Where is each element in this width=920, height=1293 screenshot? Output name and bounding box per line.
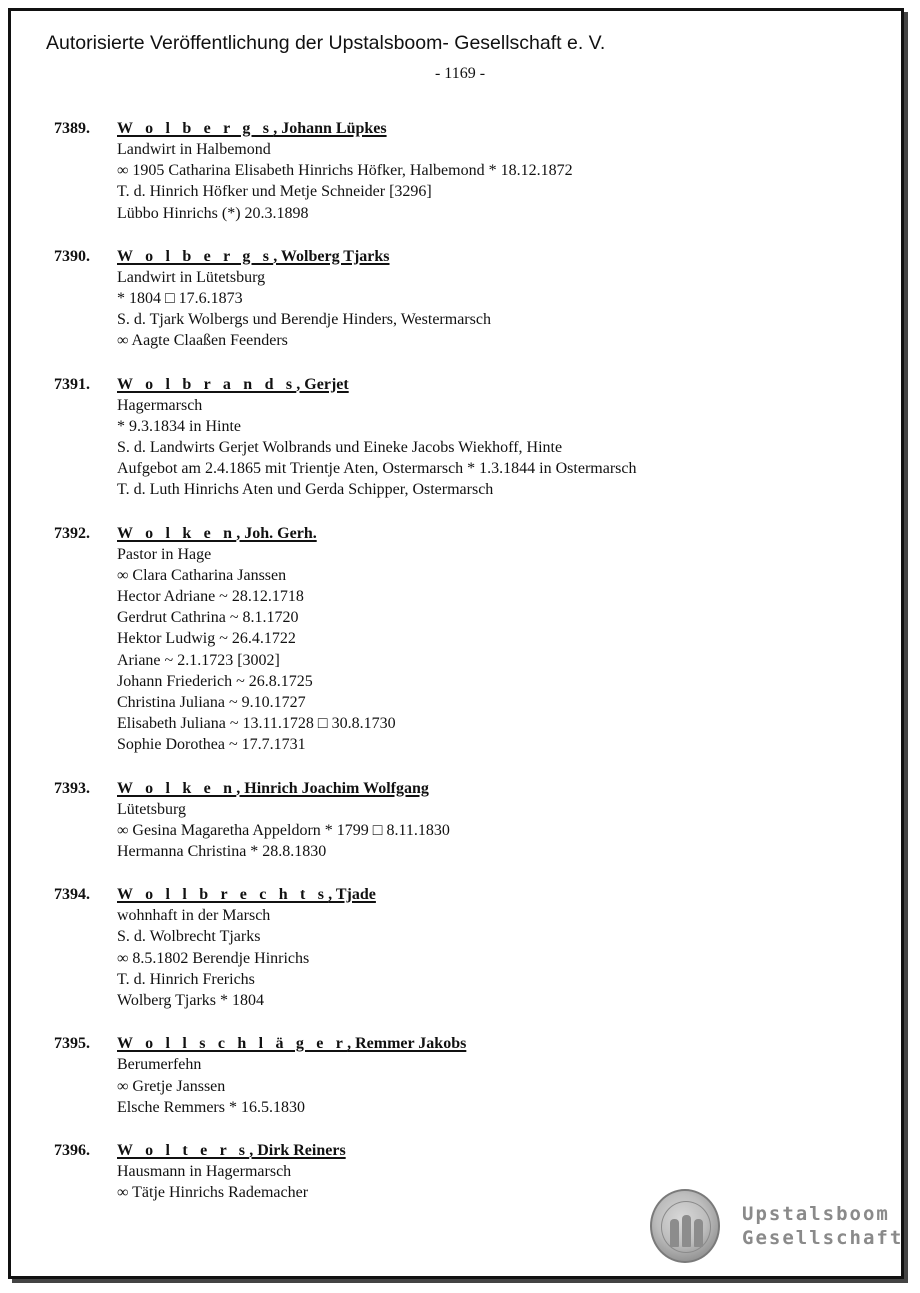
entry-detail-line: ∞ Tätje Hinrichs Rademacher bbox=[117, 1184, 309, 1202]
entry-number: 7392. bbox=[54, 524, 90, 542]
publication-header: Autorisierte Veröffentlichung der Upstalsboom- Gesellschaft e. V. bbox=[46, 32, 606, 54]
entry-given-name: , Hinrich Joachim Wolfgang bbox=[236, 779, 429, 797]
entry-surname: W o l b e r g s bbox=[117, 120, 274, 137]
entry-detail-line: Hektor Ludwig ~ 26.4.1722 bbox=[117, 630, 296, 648]
entry-detail-line: ∞ Aagte Claaßen Feenders bbox=[117, 332, 288, 350]
entry-detail-line: Sophie Dorothea ~ 17.7.1731 bbox=[117, 736, 306, 754]
entry-number: 7393. bbox=[54, 779, 90, 797]
entry-given-name: , Joh. Gerh. bbox=[236, 524, 317, 542]
entry-heading bbox=[117, 884, 874, 905]
genealogy-entry bbox=[54, 118, 874, 224]
genealogy-entry bbox=[54, 884, 874, 1011]
entry-detail-line: Elsche Remmers * 16.5.1830 bbox=[117, 1098, 305, 1116]
entry-detail-line: Johann Friederich ~ 26.8.1725 bbox=[117, 672, 313, 690]
entry-detail-line: Hagermarsch bbox=[117, 396, 203, 414]
entry-heading bbox=[117, 246, 874, 267]
entry-body bbox=[117, 374, 874, 501]
entry-list bbox=[54, 118, 874, 1225]
entry-surname: W o l l b r e c h t s bbox=[117, 886, 329, 904]
entry-detail-line: Aufgebot am 2.4.1865 mit Trientje Aten, Ostermarsch * 1.3.1844 in Ostermarsch bbox=[117, 460, 637, 478]
entry-given-name: , Gerjet bbox=[296, 375, 349, 393]
entry-body bbox=[117, 118, 874, 224]
entry-given-name: , Remmer Jakobs bbox=[347, 1035, 467, 1053]
entry-detail-line: * 1804 □ 17.6.1873 bbox=[117, 290, 243, 308]
entry-detail-line: Hector Adriane ~ 28.12.1718 bbox=[117, 588, 304, 606]
entry-detail-line: wohnhaft in der Marsch bbox=[117, 907, 271, 925]
logo-line-1: Upstalsboom bbox=[742, 1203, 890, 1225]
entry-number: 7396. bbox=[54, 1141, 90, 1159]
entry-number: 7391. bbox=[54, 375, 90, 393]
entry-given-name: , Wolberg Tjarks bbox=[273, 247, 390, 265]
entry-detail-line: Wolberg Tjarks * 1804 bbox=[117, 992, 264, 1010]
entry-heading bbox=[117, 523, 874, 544]
entry-surname: W o l k e n bbox=[117, 779, 237, 797]
entry-detail-line: Pastor in Hage bbox=[117, 545, 212, 563]
entry-given-name: , Dirk Reiners bbox=[249, 1141, 346, 1159]
genealogy-entry bbox=[54, 1033, 874, 1118]
genealogy-entry bbox=[54, 246, 874, 352]
entry-detail-line: * 9.3.1834 in Hinte bbox=[117, 417, 241, 435]
genealogy-entry bbox=[54, 523, 874, 756]
entry-body bbox=[117, 523, 874, 756]
entry-body bbox=[117, 246, 874, 352]
page-number: - 1169 - bbox=[434, 65, 486, 82]
entry-detail-line: Christina Juliana ~ 9.10.1727 bbox=[117, 694, 306, 712]
entry-detail-line: Gerdrut Cathrina ~ 8.1.1720 bbox=[117, 609, 299, 627]
entry-detail-line: Lütetsburg bbox=[117, 800, 187, 818]
entry-detail-line: T. d. Luth Hinrichs Aten und Gerda Schipper, Ostermarsch bbox=[117, 481, 494, 499]
entry-detail-line: Landwirt in Halbemond bbox=[117, 141, 271, 158]
entry-heading bbox=[117, 778, 874, 799]
entry-heading bbox=[117, 1033, 874, 1054]
entry-given-name: , Johann Lüpkes bbox=[273, 120, 387, 137]
entry-heading bbox=[117, 1140, 874, 1161]
entry-surname: W o l l s c h l ä g e r bbox=[117, 1035, 348, 1053]
entry-detail-line: T. d. Hinrich Höfker und Metje Schneider [3296] bbox=[117, 183, 432, 201]
entry-detail-line: Landwirt in Lütetsburg bbox=[117, 268, 266, 286]
society-logo bbox=[650, 1189, 903, 1263]
entry-detail-line: Ariane ~ 2.1.1723 [3002] bbox=[117, 651, 280, 669]
entry-surname: W o l k e n bbox=[117, 524, 237, 542]
genealogy-entry bbox=[54, 374, 874, 501]
entry-detail-line: Berumerfehn bbox=[117, 1056, 202, 1074]
entry-given-name: , Tjade bbox=[328, 886, 376, 904]
seal-icon bbox=[650, 1189, 720, 1263]
entry-number: 7390. bbox=[54, 247, 90, 265]
entry-detail-line: S. d. Landwirts Gerjet Wolbrands und Eineke Jacobs Wiekhoff, Hinte bbox=[117, 439, 563, 457]
entry-detail-line: ∞ Gesina Magaretha Appeldorn * 1799 □ 8.11.1830 bbox=[117, 821, 450, 839]
entry-detail-line: S. d. Tjark Wolbergs und Berendje Hinders, Westermarsch bbox=[117, 311, 491, 329]
entry-detail-line: ∞ 8.5.1802 Berendje Hinrichs bbox=[117, 949, 310, 967]
entry-detail-line: Elisabeth Juliana ~ 13.11.1728 □ 30.8.1730 bbox=[117, 715, 396, 733]
genealogy-entry bbox=[54, 778, 874, 863]
entry-heading bbox=[117, 374, 874, 395]
entry-surname: W o l b r a n d s bbox=[117, 375, 297, 393]
entry-body bbox=[117, 884, 874, 1011]
entry-number: 7389. bbox=[54, 120, 90, 137]
entry-detail-line: ∞ 1905 Catharina Elisabeth Hinrichs Höfker, Halbemond * 18.12.1872 bbox=[117, 162, 573, 180]
entry-body bbox=[117, 1033, 874, 1118]
entry-surname: W o l t e r s bbox=[117, 1141, 250, 1159]
entry-detail-line: Hermanna Christina * 28.8.1830 bbox=[117, 843, 327, 861]
entry-detail-line: Lübbo Hinrichs (*) 20.3.1898 bbox=[117, 204, 309, 222]
entry-body bbox=[117, 778, 874, 863]
entry-detail-line: ∞ Clara Catharina Janssen bbox=[117, 566, 287, 584]
entry-detail-line: Hausmann in Hagermarsch bbox=[117, 1162, 292, 1180]
entry-detail-line: T. d. Hinrich Frerichs bbox=[117, 970, 255, 988]
entry-number: 7394. bbox=[54, 886, 90, 904]
entry-number: 7395. bbox=[54, 1035, 90, 1053]
entry-surname: W o l b e r g s bbox=[117, 247, 274, 265]
entry-detail-line: S. d. Wolbrecht Tjarks bbox=[117, 928, 261, 946]
logo-line-2: Gesellschaft bbox=[742, 1227, 904, 1249]
logo-wordmark bbox=[742, 1202, 903, 1250]
entry-detail-line: ∞ Gretje Janssen bbox=[117, 1077, 226, 1095]
entry-heading bbox=[117, 118, 874, 139]
